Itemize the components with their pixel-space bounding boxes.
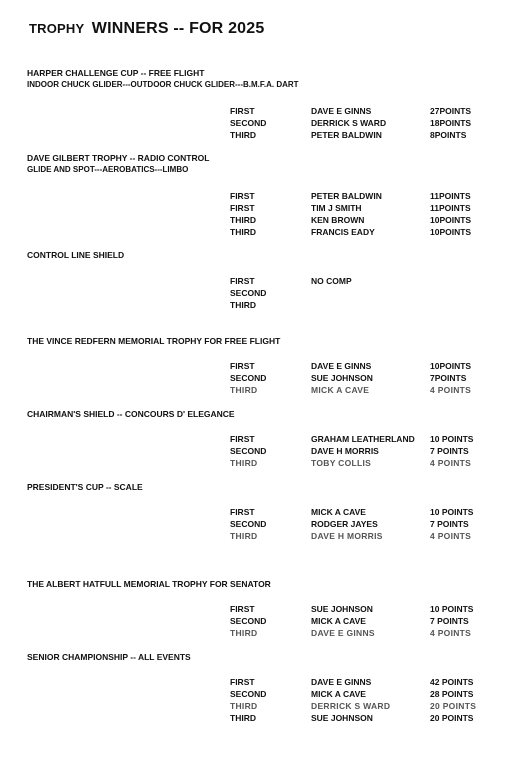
winner-name: DAVE E GINNS: [311, 677, 372, 687]
winner-name: MICK A CAVE: [311, 507, 366, 517]
points: 7 POINTS: [430, 616, 469, 626]
winner-name: DERRICK S WARD: [311, 701, 391, 711]
place: FIRST: [230, 677, 255, 687]
points: 4 POINTS: [430, 628, 472, 638]
page-title: [29, 20, 264, 38]
place: FIRST: [230, 191, 255, 201]
winner-name: NO COMP: [311, 276, 352, 286]
section-heading: CHAIRMAN'S SHIELD -- CONCOURS D' ELEGANCE: [27, 409, 235, 419]
place: THIRD: [230, 458, 258, 468]
section-heading: SENIOR CHAMPIONSHIP -- ALL EVENTS: [27, 652, 191, 662]
winner-name: KEN BROWN: [311, 215, 365, 225]
winner-name: MICK A CAVE: [311, 689, 366, 699]
points: 28 POINTS: [430, 689, 474, 699]
place: THIRD: [230, 130, 256, 140]
winner-name: RODGER JAYES: [311, 519, 378, 529]
place: SECOND: [230, 446, 267, 456]
section-subheading: INDOOR CHUCK GLIDER---OUTDOOR CHUCK GLIDER---B.M.F.A. DART: [27, 80, 299, 89]
place: FIRST: [230, 604, 255, 614]
winner-name: TOBY COLLIS: [311, 458, 372, 468]
place: SECOND: [230, 288, 267, 298]
winner-name: SUE JOHNSON: [311, 604, 373, 614]
winner-name: MICK A CAVE: [311, 616, 366, 626]
place: FIRST: [230, 507, 255, 517]
section-heading: CONTROL LINE SHIELD: [27, 250, 125, 260]
winner-name: PETER BALDWIN: [311, 130, 382, 140]
winner-name: DAVE H MORRIS: [311, 446, 379, 456]
winner-name: TIM J SMITH: [311, 203, 362, 213]
points: 42 POINTS: [430, 677, 474, 687]
points: 4 POINTS: [430, 385, 472, 395]
place: FIRST: [230, 361, 255, 371]
points: 27POINTS: [430, 106, 472, 116]
place: THIRD: [230, 385, 258, 395]
points: 8POINTS: [430, 130, 467, 140]
points: 18POINTS: [430, 118, 472, 128]
winner-name: FRANCIS EADY: [311, 227, 375, 237]
place: SECOND: [230, 373, 267, 383]
place: FIRST: [230, 434, 255, 444]
points: 7 POINTS: [430, 519, 469, 529]
place: THIRD: [230, 713, 256, 723]
winner-name: PETER BALDWIN: [311, 191, 382, 201]
winner-name: DAVE H MORRIS: [311, 531, 383, 541]
place: THIRD: [230, 227, 256, 237]
winner-name: DERRICK S WARD: [311, 118, 387, 128]
place: THIRD: [230, 531, 258, 541]
points: 10 POINTS: [430, 434, 474, 444]
points: 4 POINTS: [430, 531, 472, 541]
winner-name: SUE JOHNSON: [311, 713, 373, 723]
place: THIRD: [230, 300, 256, 310]
title-trophy: TROPHY: [29, 21, 85, 36]
winner-name: SUE JOHNSON: [311, 373, 373, 383]
points: 10 POINTS: [430, 604, 474, 614]
section-subheading: GLIDE AND SPOT---AEROBATICS---LIMBO: [27, 165, 189, 174]
place: SECOND: [230, 616, 267, 626]
points: 10POINTS: [430, 361, 472, 371]
place: SECOND: [230, 118, 267, 128]
points: 7POINTS: [430, 373, 467, 383]
points: 4 POINTS: [430, 458, 472, 468]
winner-name: GRAHAM LEATHERLAND: [311, 434, 415, 444]
place: FIRST: [230, 276, 255, 286]
points: 20 POINTS: [430, 701, 477, 711]
points: 11POINTS: [430, 203, 471, 213]
title-winners: WINNERS -- FOR 2025: [91, 20, 265, 37]
points: 7 POINTS: [430, 446, 469, 456]
points: 10POINTS: [430, 227, 472, 237]
section-heading: PRESIDENT'S CUP -- SCALE: [27, 482, 143, 492]
place: FIRST: [230, 106, 255, 116]
section-heading: THE VINCE REDFERN MEMORIAL TROPHY FOR FREE FLIGHT: [27, 336, 281, 346]
points: 10POINTS: [430, 215, 472, 225]
winner-name: DAVE E GINNS: [311, 628, 375, 638]
winner-name: MICK A CAVE: [311, 385, 370, 395]
place: SECOND: [230, 519, 267, 529]
section-heading: DAVE GILBERT TROPHY -- RADIO CONTROL: [27, 153, 210, 163]
section-heading: HARPER CHALLENGE CUP -- FREE FLIGHT: [27, 68, 205, 78]
points: 10 POINTS: [430, 507, 474, 517]
place: THIRD: [230, 701, 258, 711]
winner-name: DAVE E GINNS: [311, 361, 372, 371]
points: 11POINTS: [430, 191, 471, 201]
winner-name: DAVE E GINNS: [311, 106, 372, 116]
section-heading: THE ALBERT HATFULL MEMORIAL TROPHY FOR SENATOR: [27, 579, 271, 589]
place: THIRD: [230, 628, 258, 638]
place: SECOND: [230, 689, 267, 699]
place: FIRST: [230, 203, 255, 213]
points: 20 POINTS: [430, 713, 474, 723]
place: THIRD: [230, 215, 256, 225]
